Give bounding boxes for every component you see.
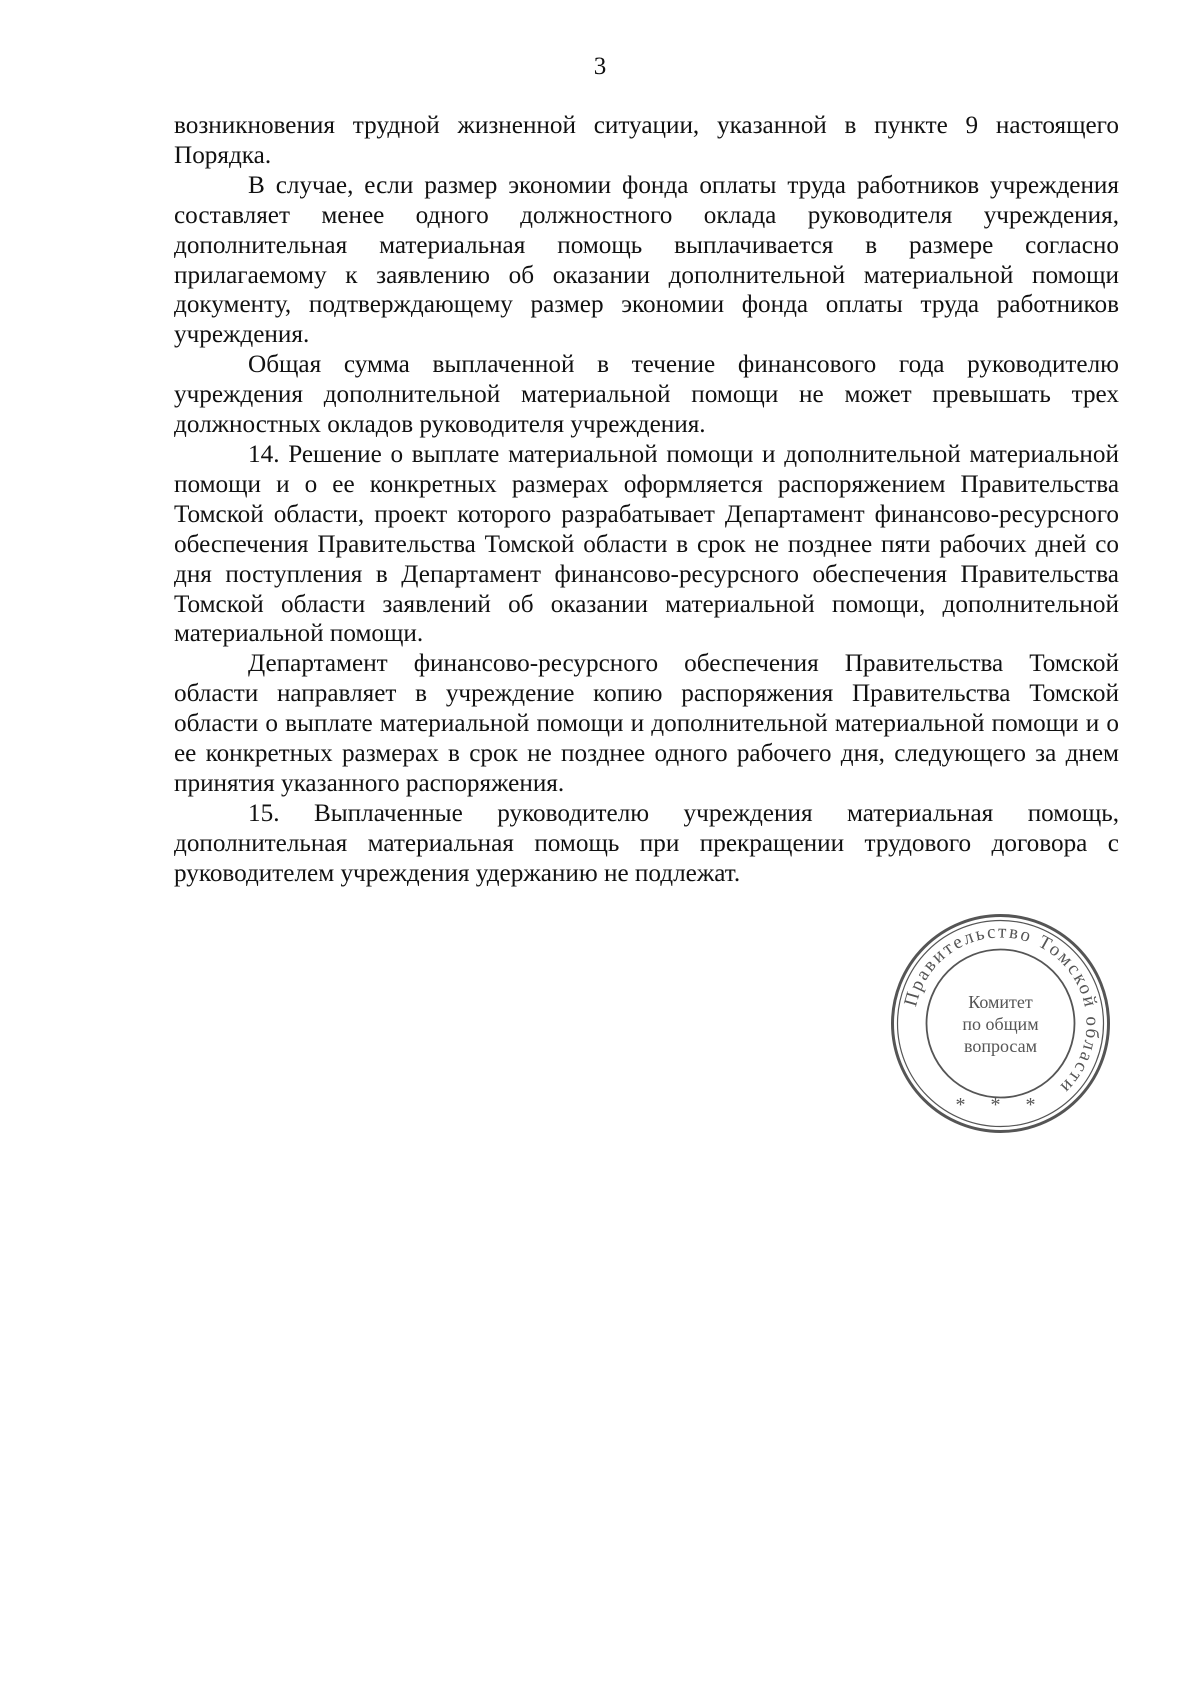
- paragraph-department-copy: Департамент финансово-ресурсного обеспечения Правительства Томской области направляет в учреждение копию распоряжения Правительства Томской области о выплате материальной помощи и дополнительной материальной помощи и о ее конкретных размерах в срок не позднее одного рабочего дня, следующего за днем принятия указанного распоряжения.: [174, 650, 1119, 797]
- page-number: 3: [593, 53, 607, 80]
- seal-center-line-3: вопросам: [963, 1036, 1038, 1056]
- document-body: [174, 111, 1119, 889]
- seal-center-line-1: Комитет: [968, 992, 1033, 1012]
- paragraph-savings-case: В случае, если размер экономии фонда оплаты труда работников учреждения составляет менее одного должностного оклада руководителя учреждения, дополнительная материальная помощь выплачивается в размере согласно прилагаемому к заявлению об оказании дополнительной материальной помощи документу, подтверждающему размер экономии фонда оплаты труда работников учреждения.: [174, 171, 1119, 349]
- paragraph-item-15: 15. Выплаченные руководителю учреждения материальная помощь, дополнительная материальная помощь при прекращении трудового договора с руководителем учреждения удержанию не подлежат.: [174, 799, 1119, 887]
- paragraph-item-14: 14. Решение о выплате материальной помощи и дополнительной материальной помощи и о ее конкретных размерах оформляется распоряжением Правительства Томской области, проект которого разрабатывает Департамент финансово-ресурсного обеспечения Правительства Томской области в срок не позднее пяти рабочих дней со дня поступления в Департамент финансово-ресурсного обеспечения Правительства Томской области заявлений об оказании материальной помощи, дополнительной материальной помощи.: [174, 440, 1119, 648]
- paragraph-continuation: возникновения трудной жизненной ситуации, указанной в пункте 9 настоящего Порядка.: [174, 112, 1119, 169]
- seal-stars: * * *: [955, 1094, 1046, 1116]
- official-seal: [888, 911, 1113, 1136]
- paragraph-total-sum: Общая сумма выплаченной в течение финансового года руководителю учреждения дополнительной материальной помощи не может превышать трех должностных окладов руководителя учреждения.: [174, 351, 1119, 439]
- seal-ring-text: Правительство Томской области: [900, 921, 1103, 1099]
- seal-center-line-2: по общим: [962, 1014, 1039, 1034]
